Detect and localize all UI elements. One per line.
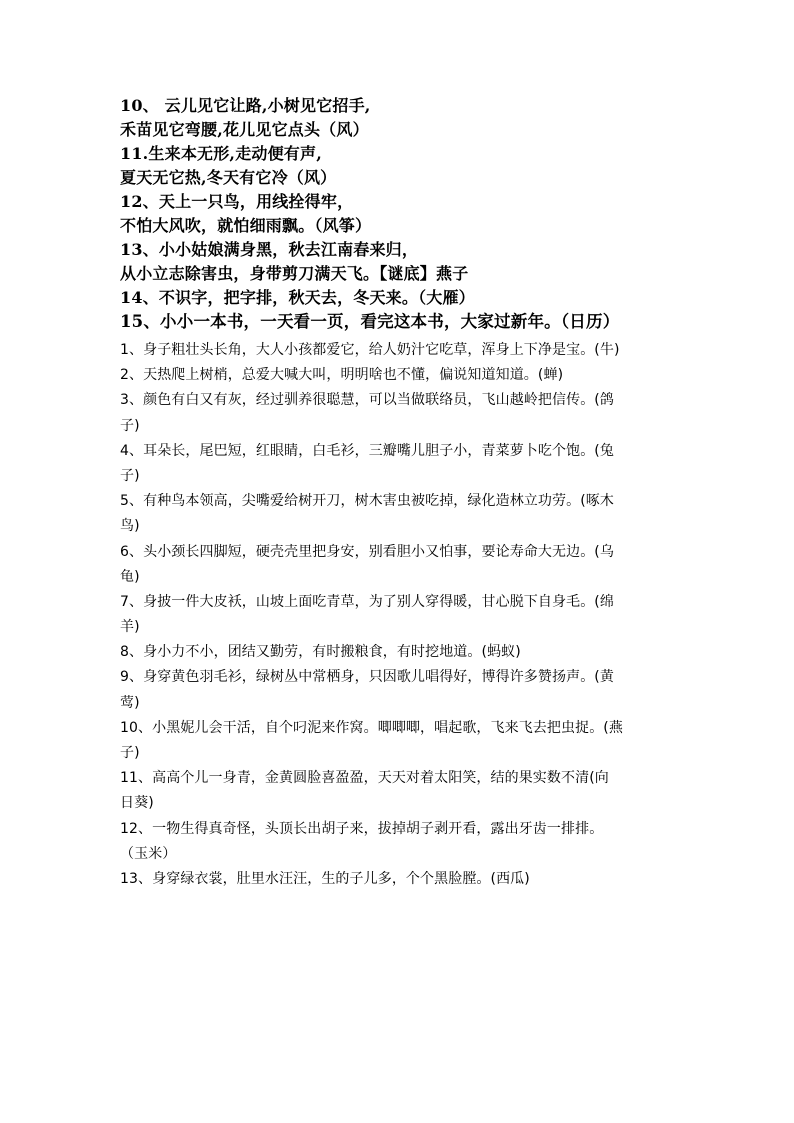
plain-riddle-line: 7、身披一件大皮袄，山坡上面吃青草，为了别人穿得暖，甘心脱下自身毛。(绵 <box>120 593 614 610</box>
plain-riddle-line: 6、头小颈长四脚短，硬壳壳里把身安，别看胆小又怕事，要论寿命大无边。(乌 <box>120 543 614 560</box>
plain-riddle-line: 13、身穿绿衣裳，肚里水汪汪，生的子儿多，个个黑脸膛。(西瓜) <box>120 870 530 887</box>
plain-riddle-line: 子) <box>120 417 140 434</box>
plain-riddle-line: 子) <box>120 745 140 761</box>
plain-riddle-line: 龟) <box>120 568 140 585</box>
plain-riddle-line: 羊) <box>120 619 140 636</box>
plain-riddle-line: 8、身小力不小，团结又勤劳，有时搬粮食，有时挖地道。(蚂蚁) <box>120 644 521 661</box>
plain-riddle-line: 2、天热爬上树梢，总爱大喊大叫，明明啥也不懂，偏说知道知道。(蝉) <box>120 367 564 384</box>
plain-riddle-line: 子) <box>120 467 140 484</box>
plain-riddle-line: 莺) <box>120 694 140 711</box>
bold-riddle-line: 禾苗见它弯腰,花儿见它点头（风） <box>120 120 369 139</box>
plain-riddle-line: 4、耳朵长，尾巴短，红眼睛，白毛衫，三瓣嘴儿胆子小，青菜萝卜吃个饱。(兔 <box>120 442 614 459</box>
bold-riddles-section <box>120 94 680 334</box>
document-body <box>120 94 680 892</box>
bold-riddle-line: 11.生来本无形,走动便有声, <box>120 144 322 163</box>
plain-riddle-line: 鸟) <box>120 518 140 535</box>
plain-riddle-line: 11、高高个儿一身青，金黄圆脸喜盈盈，天天对着太阳笑，结的果实数不清(向 <box>120 770 609 787</box>
bold-riddle-line: 从小立志除害虫，身带剪刀满天飞。【谜底】燕子 <box>120 264 469 283</box>
plain-riddle-line: 5、有种鸟本领高，尖嘴爱给树开刀，树木害虫被吃掉，绿化造林立功劳。(啄木 <box>120 493 614 510</box>
bold-riddle-line: 夏天无它热,冬天有它冷（风） <box>120 168 337 187</box>
bold-riddle-line: 12、天上一只鸟，用线拴得牢， <box>120 192 354 211</box>
plain-riddle-line: 日葵) <box>120 795 154 812</box>
bold-riddle-line: 15、小小一本书，一天看一页，看完这本书，大家过新年。（日历） <box>120 312 620 331</box>
bold-riddle-line: 13、小小姑娘满身黑，秋去江南春来归， <box>120 240 419 259</box>
bold-riddle-line: 10、 云儿见它让路,小树见它招手, <box>120 96 371 115</box>
plain-riddles-section <box>120 338 680 892</box>
plain-riddle-line: 12、一物生得真奇怪，头顶长出胡子来，拔掉胡子剥开看，露出牙齿一排排。 <box>120 820 604 837</box>
plain-riddle-line: 3、颜色有白又有灰，经过驯养很聪慧，可以当做联络员，飞山越岭把信传。(鸽 <box>120 392 614 409</box>
plain-riddle-line: （玉米） <box>120 845 177 862</box>
plain-riddle-line: 9、身穿黄色羽毛衫，绿树丛中常栖身，只因歌儿唱得好，博得许多赞扬声。(黄 <box>120 669 614 686</box>
plain-riddle-line: 1、身子粗壮头长角，大人小孩都爱它，给人奶汁它吃草，浑身上下净是宝。(牛) <box>120 342 620 358</box>
bold-riddle-line: 不怕大风吹，就怕细雨飘。（风筝） <box>120 216 372 235</box>
plain-riddle-line: 10、小黑妮儿会干活，自个叼泥来作窝。唧唧唧，唱起歌，飞来飞去把虫捉。(燕 <box>120 719 623 736</box>
bold-riddle-line: 14、不识字，把字排，秋天去，冬天来。（大雁） <box>120 288 475 307</box>
